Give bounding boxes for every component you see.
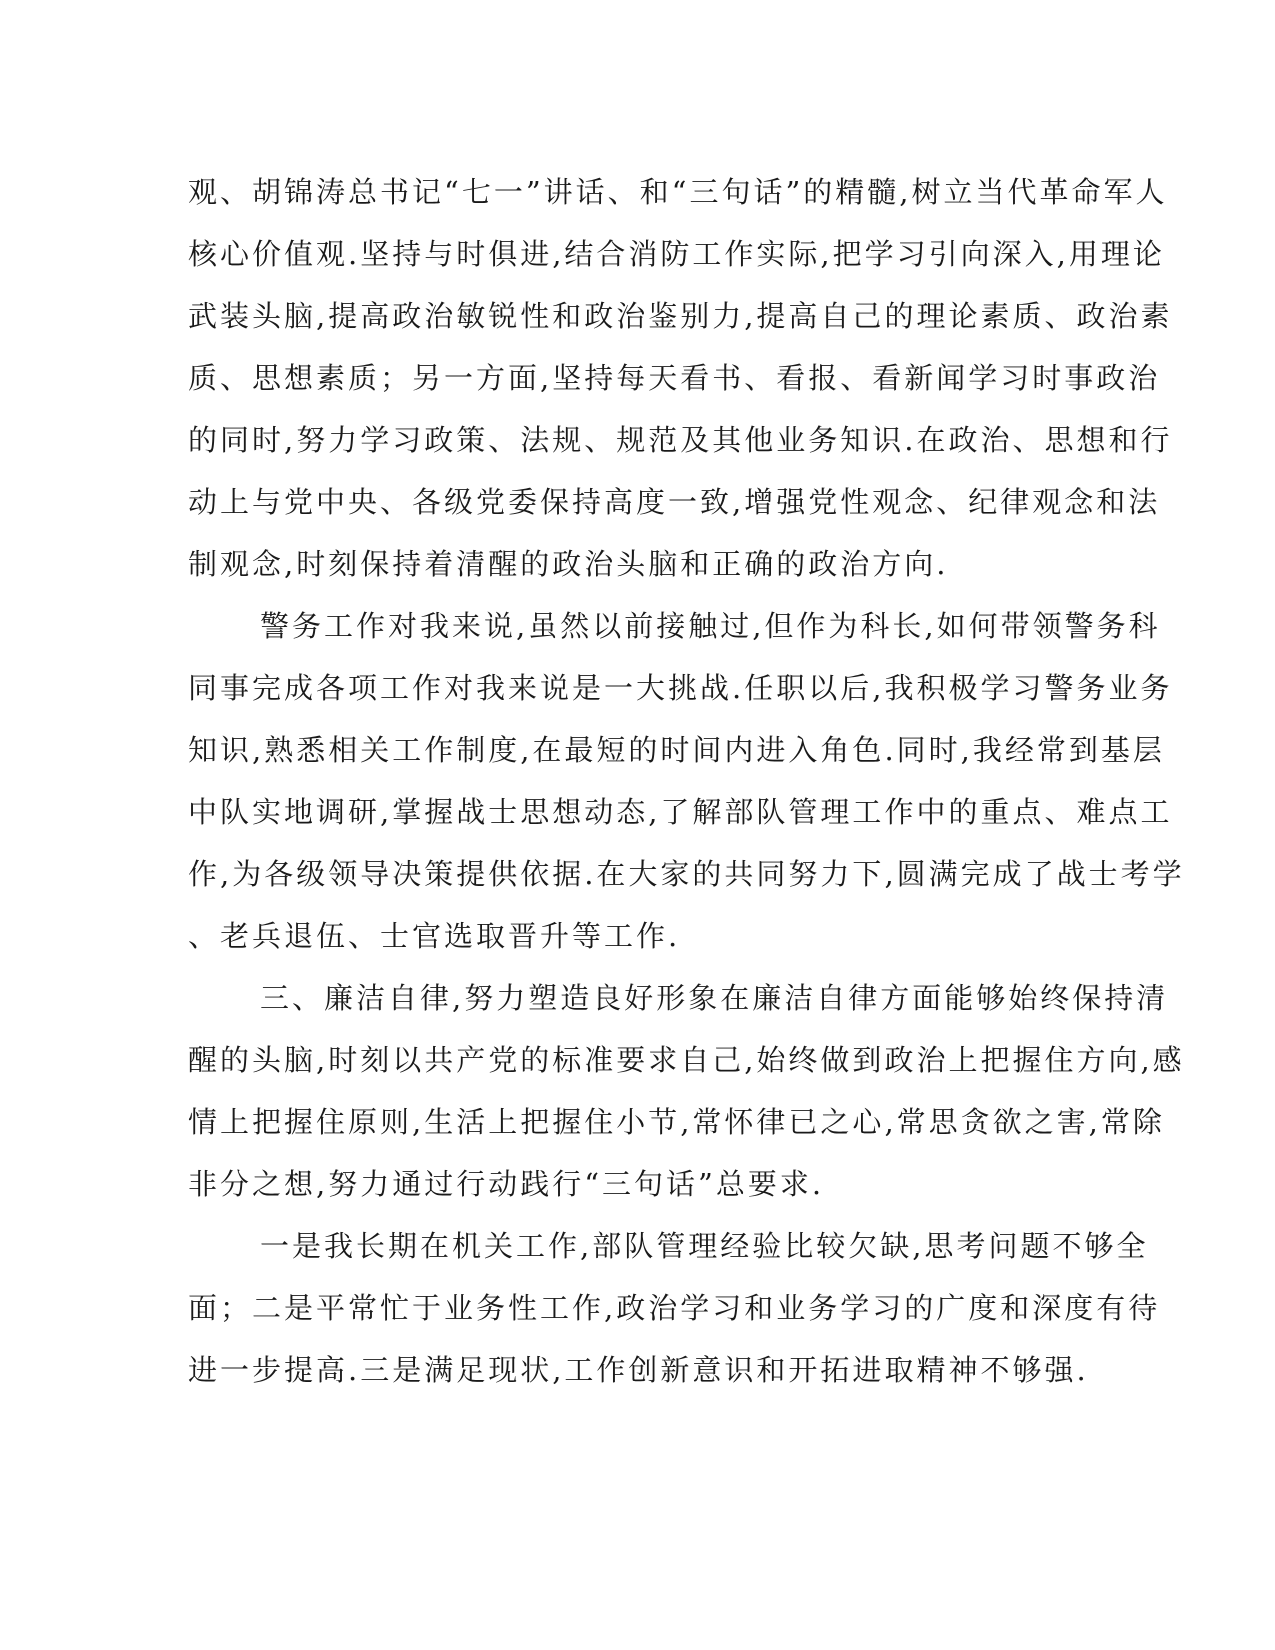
text-line: 非分之想,努力通过行动践行“三句话”总要求. [188,1167,825,1201]
text-line: 质、思想素质；另一方面,坚持每天看书、看报、看新闻学习时事政治 [188,361,1161,395]
paragraph-3 [188,967,1185,1215]
text-line: 制观念,时刻保持着清醒的政治头脑和正确的政治方向. [188,547,949,581]
text-line: 情上把握住原则,生活上把握住小节,常怀律已之心,常思贪欲之害,常除 [188,1105,1165,1139]
text-line: 动上与党中央、各级党委保持高度一致,增强党性观念、纪律观念和法 [188,485,1161,519]
text-line: 作,为各级领导决策提供依据.在大家的共同努力下,圆满完成了战士考学 [188,857,1185,891]
text-line: 的同时,努力学习政策、法规、规范及其他业务知识.在政治、思想和行 [188,423,1173,457]
document-body [188,161,1185,1401]
text-line: 、老兵退伍、士官选取晋升等工作. [188,919,681,953]
text-line: 醒的头脑,时刻以共产党的标准要求自己,始终做到政治上把握住方向,感 [188,1043,1185,1077]
paragraph-4 [188,1215,1161,1401]
text-line: 一是我长期在机关工作,部队管理经验比较欠缺,思考问题不够全 [260,1229,1149,1263]
paragraph-1 [188,161,1173,595]
text-line: 核心价值观.坚持与时俱进,结合消防工作实际,把学习引向深入,用理论 [188,237,1165,271]
text-line: 进一步提高.三是满足现状,工作创新意识和开拓进取精神不够强. [188,1353,1089,1387]
text-line: 同事完成各项工作对我来说是一大挑战.任职以后,我积极学习警务业务 [188,671,1173,705]
text-line: 面；二是平常忙于业务性工作,政治学习和业务学习的广度和深度有待 [188,1291,1161,1325]
text-line: 武装头脑,提高政治敏锐性和政治鉴别力,提高自己的理论素质、政治素 [188,299,1173,333]
text-line: 中队实地调研,掌握战士思想动态,了解部队管理工作中的重点、难点工 [188,795,1173,829]
text-line: 知识,熟悉相关工作制度,在最短的时间内进入角色.同时,我经常到基层 [188,733,1165,767]
paragraph-2 [188,595,1185,967]
text-line: 三、廉洁自律,努力塑造良好形象在廉洁自律方面能够始终保持清 [260,981,1169,1015]
text-line: 警务工作对我来说,虽然以前接触过,但作为科长,如何带领警务科 [260,609,1161,643]
text-line: 观、胡锦涛总书记“七一”讲话、和“三句话”的精髓,树立当代革命军人 [188,175,1168,209]
